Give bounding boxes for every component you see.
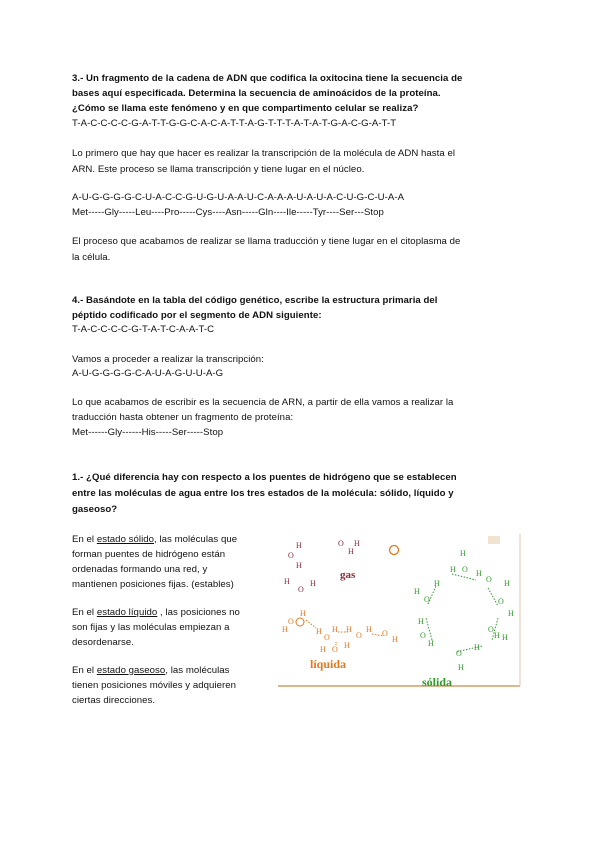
section-4-rna-sequence: A-U-G-G-G-G-C-A-U-A-G-U-U-A-G — [72, 368, 224, 379]
section-4-question-line-2: péptido codificado por el segmento de ADN siguiente: — [72, 310, 322, 321]
solid-bond — [426, 618, 432, 640]
gas-prefix: En el — [72, 665, 97, 676]
section-1-question-line-2: entre las moléculas de agua entre los tres estados de la molécula: sólido, líquido y — [72, 488, 454, 499]
solid-atom: O — [424, 595, 430, 604]
solid-atom: O — [456, 649, 462, 658]
solid-atom: H — [460, 549, 466, 558]
solid-atom: H — [414, 587, 420, 596]
label-solid: sólida — [422, 675, 453, 689]
solid-bond — [452, 574, 476, 580]
section-1-question-line-1: 1.- ¿Qué diferencia hay con respecto a los puentes de hidrógeno que se establecen — [72, 472, 457, 483]
solid-atom: H — [504, 579, 510, 588]
gas-atom: H — [296, 541, 302, 550]
liquid-paragraph-line-2: son fijas y las moléculas empiezan a — [72, 622, 230, 633]
solid-atom: H — [450, 565, 456, 574]
section-4-dna-sequence: T-A-C-C-C-C-G-T-A-T-C-A-A-T-C — [72, 324, 215, 335]
section-3-translation-line-2: la célula. — [72, 252, 111, 263]
liquid-molecules — [282, 609, 398, 654]
gas-atom: H — [354, 539, 360, 548]
liquid-atom: H — [366, 625, 372, 634]
solid-atom: H — [476, 569, 482, 578]
section-4-transcription-intro: Vamos a proceder a realizar la transcripción: — [72, 354, 264, 365]
liquid-atom: H — [392, 635, 398, 644]
section-4-translation-line-2: traducción hasta obtener un fragmento de proteína: — [72, 412, 294, 423]
solid-paragraph-line-3: ordenadas formando una red, y — [72, 564, 208, 575]
solid-atom: H — [474, 643, 480, 652]
section-4-translation-line-1: Lo que acabamos de escribir es la secuencia de ARN, a partir de ella vamos a realizar la — [72, 397, 454, 408]
section-3-question-line-2: bases aquí especificada. Determina la secuencia de aminoácidos de la proteína. — [72, 88, 441, 99]
liquid-atom: O — [288, 617, 294, 626]
solid-atom: O — [488, 625, 494, 634]
section-3-transcription-line-2: ARN. Este proceso se llama transcripción y tiene lugar en el núcleo. — [72, 164, 365, 175]
solid-paragraph-line-2: forman puentes de hidrógeno están — [72, 549, 226, 560]
liquid-atom: O — [332, 645, 338, 654]
solid-bond — [488, 588, 498, 606]
liquid-paragraph-line-1 — [72, 606, 240, 619]
solid-lattice — [414, 549, 514, 672]
section-3-transcription-line-1: Lo primero que hay que hacer es realizar la transcripción de la molécula de ADN hasta el — [72, 148, 456, 159]
solid-atom: H — [418, 617, 424, 626]
solid-atom: H — [508, 609, 514, 618]
solid-rest-1: , las moléculas que — [154, 534, 238, 545]
gas-atom: H — [296, 561, 302, 570]
section-1-question-line-3: gaseoso? — [72, 504, 118, 515]
solid-atom: O — [498, 597, 504, 606]
liquid-atom: H — [332, 625, 338, 634]
gas-atom: O — [288, 551, 294, 560]
gas-atom: O — [298, 585, 304, 594]
solid-atom: H — [494, 631, 500, 640]
liquid-atom: O — [356, 631, 362, 640]
solid-prefix: En el — [72, 534, 97, 545]
solid-atom: H — [502, 633, 508, 642]
liquid-atom: H — [316, 627, 322, 636]
solid-term: estado sólido — [96, 534, 155, 545]
liquid-atom: O — [324, 633, 330, 642]
liquid-atom: H — [300, 609, 306, 618]
liquid-atom: O — [382, 629, 388, 638]
water-states-figure — [276, 528, 522, 690]
section-3-dna-sequence: T-A-C-C-C-C-G-A-T-T-G-G-C-A-C-A-T-T-A-G-T-T-T-A-T-A-T-G-A-C-G-A-T-T — [72, 118, 397, 129]
figure-corner-mark — [488, 536, 500, 544]
section-3-question-line-1: 3.- Un fragmento de la cadena de ADN que codifica la oxitocina tiene la secuencia de — [72, 73, 463, 84]
solid-atom: H — [434, 579, 440, 588]
section-4-amino-sequence: Met------Gly------His-----Ser-----Stop — [72, 427, 224, 438]
gas-term: estado gaseoso — [96, 665, 166, 676]
liquid-bond — [306, 620, 316, 628]
label-liquid: líquida — [310, 657, 347, 671]
gas-atom: H — [284, 577, 290, 586]
solid-atom: O — [420, 631, 426, 640]
section-4-question-line-1: 4.- Basándote en la tabla del código genético, escribe la estructura primaria del — [72, 295, 438, 306]
liquid-atom: H — [346, 625, 352, 634]
gas-paragraph-line-2: tienen posiciones móviles y adquieren — [72, 680, 236, 691]
solid-atom: O — [462, 565, 468, 574]
gas-atom-o-circle — [390, 546, 399, 555]
gas-rest-1: , las moléculas — [165, 665, 230, 676]
gas-paragraph-line-1 — [72, 664, 230, 677]
gas-atom: O — [338, 539, 344, 548]
solid-paragraph-line-4: mantienen posiciones fijas. (estables) — [72, 579, 234, 590]
solid-atom: O — [486, 575, 492, 584]
solid-paragraph-line-1 — [72, 533, 237, 546]
section-3-rna-sequence: A-U-G-G-G-G-C-U-A-C-C-G-U-G-U-A-A-U-C-A-A-A-U-A-U-A-C-U-G-C-U-A-A — [72, 192, 405, 203]
liquid-atom: H — [282, 625, 288, 634]
gas-atom: H — [348, 547, 354, 556]
gas-paragraph-line-3: ciertas direcciones. — [72, 695, 156, 706]
liquid-paragraph-line-3: desordenarse. — [72, 637, 134, 648]
solid-atom: H — [428, 639, 434, 648]
gas-atom: H — [310, 579, 316, 588]
section-3-translation-line-1: El proceso que acabamos de realizar se llama traducción y tiene lugar en el citoplasma de — [72, 236, 461, 247]
liquid-atom: H — [344, 641, 350, 650]
liquid-atom: H — [320, 645, 326, 654]
solid-atom: H — [458, 663, 464, 672]
liquid-rest-1: , las posiciones no — [157, 607, 240, 618]
section-3-amino-sequence: Met-----Gly-----Leu----Pro-----Cys----Asn-----Gln----Ile-----Tyr----Ser---Stop — [72, 207, 384, 218]
label-gas: gas — [340, 569, 356, 581]
liquid-prefix: En el — [72, 607, 97, 618]
gas-molecules — [284, 539, 399, 594]
liquid-term: estado líquido — [96, 607, 158, 618]
section-3-question-line-3: ¿Cómo se llama este fenómeno y en que compartimento celular se realiza? — [72, 103, 419, 114]
liquid-atom-ring — [296, 618, 304, 626]
